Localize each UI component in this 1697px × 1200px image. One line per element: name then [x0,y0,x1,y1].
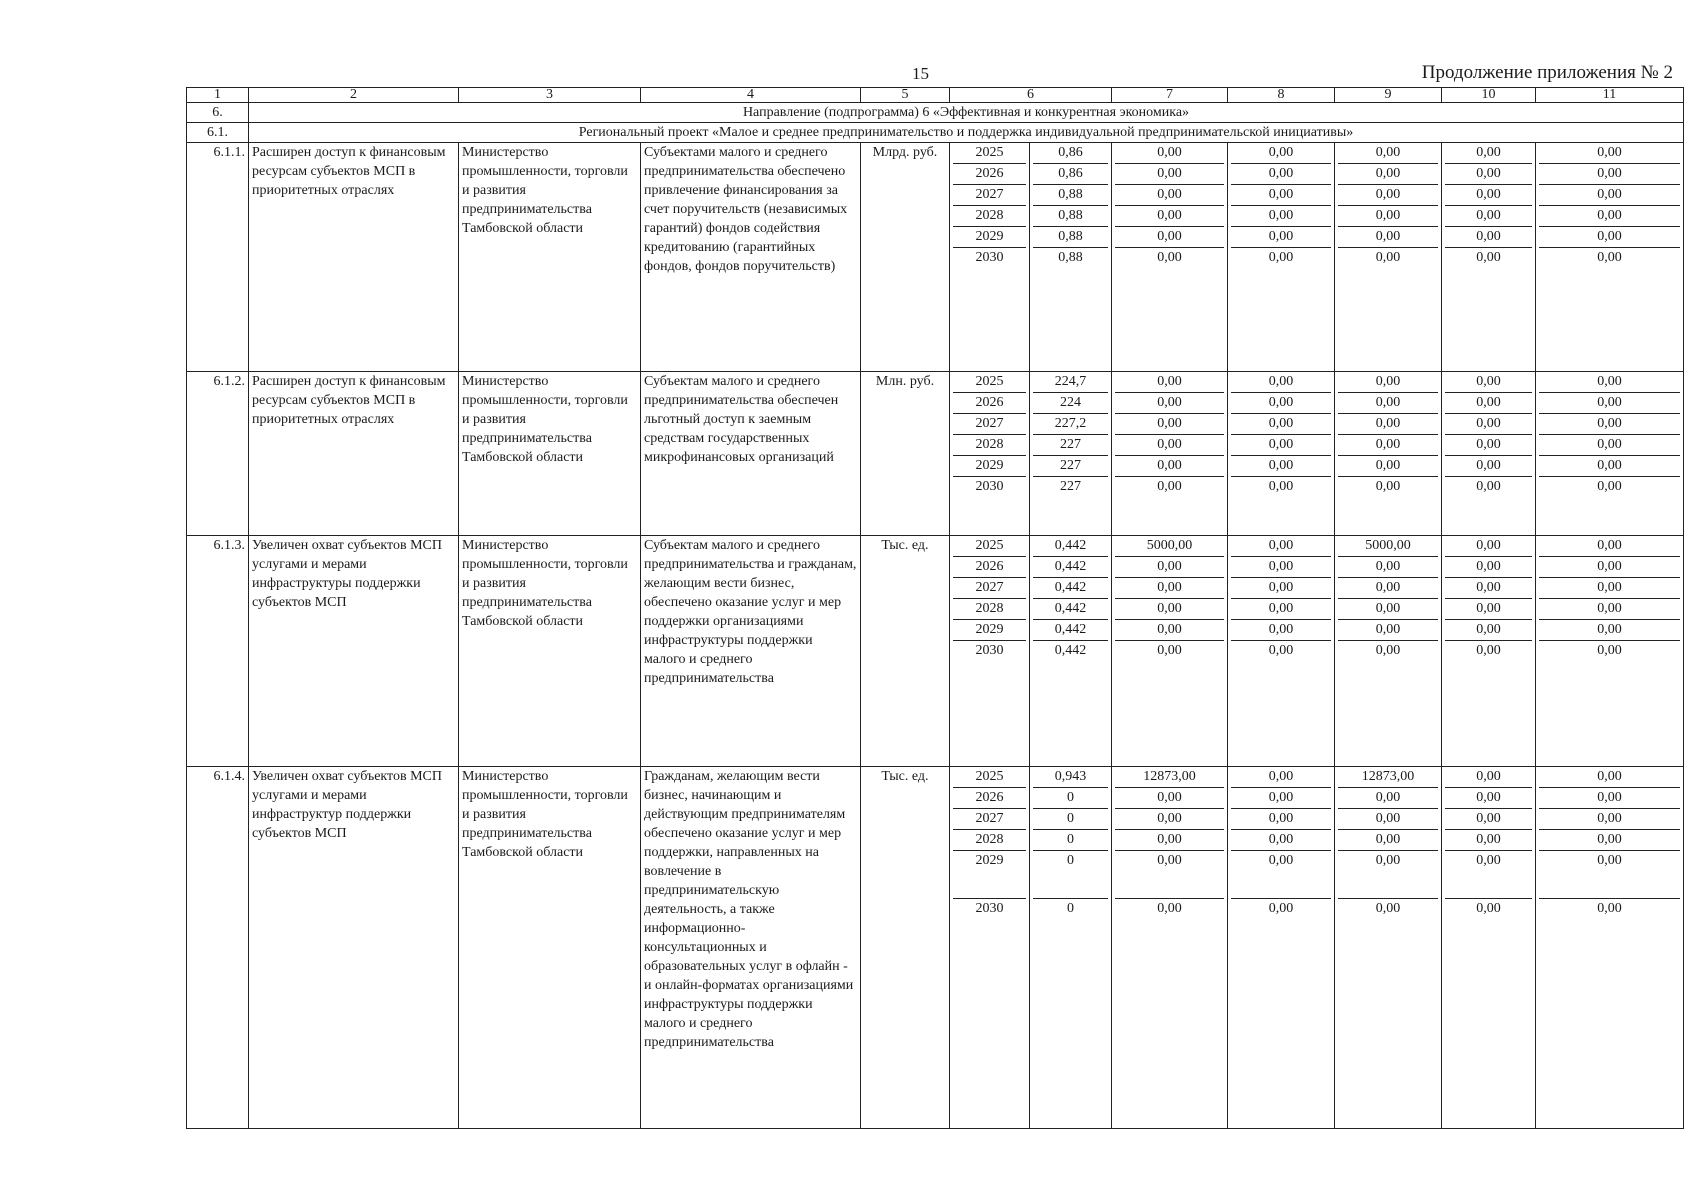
value-col7: 0,00 [1115,393,1224,414]
col-number: 3 [459,88,641,103]
value-col7: 0,00 [1115,809,1224,830]
values-c8 [1228,767,1335,1129]
col-number: 8 [1228,88,1335,103]
value-col8: 0,00 [1268,250,1294,265]
value-col9: 0,00 [1338,456,1438,477]
value-col11: 0,00 [1539,393,1680,414]
col-number: 4 [641,88,861,103]
value-col7: 0,00 [1115,599,1224,620]
col-number: 11 [1536,88,1684,103]
year-cell: 2028 [953,830,1026,851]
measure-result: Расширен доступ к финансовым ресурсам субъектов МСП в приоритетных отраслях [249,143,459,372]
values-c6 [1030,536,1112,767]
value-col7: 12873,00 [1115,767,1224,788]
value-col6: 0,442 [1033,620,1108,641]
value-col6: 0 [1033,809,1108,830]
value-col10: 0,00 [1445,164,1532,185]
value-col8: 0,00 [1231,536,1331,557]
value-col11: 0,00 [1539,185,1680,206]
measure-row [187,143,1684,372]
value-col7: 0,00 [1115,456,1224,477]
year-cell: 2029 [953,851,1026,899]
value-col6: 224 [1033,393,1108,414]
value-col10: 0,00 [1445,206,1532,227]
value-col8: 0,00 [1231,788,1331,809]
value-col9: 0,00 [1338,227,1438,248]
value-col8: 0,00 [1231,599,1331,620]
year-cell: 2030 [975,643,1004,658]
value-col6: 0,88 [1058,250,1083,265]
values-c6 [1030,372,1112,536]
value-col9: 0,00 [1375,643,1401,658]
value-col9: 0,00 [1338,164,1438,185]
measure-unit: Млн. руб. [861,372,950,536]
measure-executor: Министерство промышленности, торговли и развития предпринимательства Тамбовской области [459,767,641,1129]
values-c8 [1228,372,1335,536]
value-col7: 0,00 [1157,643,1182,658]
year-cell: 2029 [953,620,1026,641]
value-col9: 0,00 [1338,788,1438,809]
value-col6: 0,943 [1033,767,1108,788]
year-cell: 2029 [953,456,1026,477]
value-col9: 0,00 [1338,557,1438,578]
year-cell: 2030 [975,901,1004,916]
value-col8: 0,00 [1231,767,1331,788]
value-col6: 0,86 [1033,164,1108,185]
value-col6: 0 [1033,788,1108,809]
values-c11 [1536,372,1684,536]
value-col6: 0 [1033,830,1108,851]
values-years [950,143,1030,372]
measure-code: 6.1.2. [187,372,249,536]
value-col10: 0,00 [1445,435,1532,456]
value-col7: 0,00 [1115,435,1224,456]
values-c9 [1335,372,1442,536]
value-col6: 224,7 [1033,372,1108,393]
values-c6 [1030,143,1112,372]
value-col7: 0,00 [1157,479,1182,494]
measure-indicator: Субъектами малого и среднего предпринимательства обеспечено привлечение финансирования за счет поручительств (независимых гарантий) фондов содействия кредитованию (гарантийных фондов, фондов поручительств) [641,143,861,372]
value-col7: 0,00 [1115,788,1224,809]
value-col7: 0,00 [1157,901,1182,916]
value-col6: 227,2 [1033,414,1108,435]
page-number: 15 [912,64,929,83]
values-c6 [1030,767,1112,1129]
value-col11: 0,00 [1539,414,1680,435]
section-title: Направление (подпрограмма) 6 «Эффективная и конкурентная экономика» [249,103,1684,123]
value-col11: 0,00 [1597,901,1622,916]
value-col8: 0,00 [1231,809,1331,830]
value-col10: 0,00 [1445,393,1532,414]
value-col10: 0,00 [1476,479,1501,494]
value-col7: 0,00 [1115,851,1224,899]
value-col11: 0,00 [1539,206,1680,227]
value-col10: 0,00 [1445,578,1532,599]
value-col10: 0,00 [1445,851,1532,899]
value-col9: 0,00 [1338,414,1438,435]
value-col11: 0,00 [1539,456,1680,477]
values-c9 [1335,767,1442,1129]
value-col11: 0,00 [1539,767,1680,788]
measure-executor: Министерство промышленности, торговли и развития предпринимательства Тамбовской области [459,536,641,767]
year-cell: 2026 [953,557,1026,578]
values-c7 [1112,536,1228,767]
values-c11 [1536,767,1684,1129]
values-c10 [1442,143,1536,372]
measure-result: Расширен доступ к финансовым ресурсам субъектов МСП в приоритетных отраслях [249,372,459,536]
year-cell: 2027 [953,185,1026,206]
values-c7 [1112,143,1228,372]
year-cell: 2025 [953,372,1026,393]
value-col6: 0,88 [1033,227,1108,248]
value-col11: 0,00 [1539,372,1680,393]
measure-result: Увеличен охват субъектов МСП услугами и мерами инфраструктур поддержки субъектов МСП [249,767,459,1129]
value-col10: 0,00 [1445,830,1532,851]
value-col8: 0,00 [1231,830,1331,851]
year-cell: 2027 [953,809,1026,830]
year-cell: 2030 [975,250,1004,265]
values-c10 [1442,372,1536,536]
value-col9: 0,00 [1338,620,1438,641]
value-col11: 0,00 [1539,557,1680,578]
value-col9: 5000,00 [1338,536,1438,557]
year-cell: 2030 [975,479,1004,494]
measure-indicator: Субъектам малого и среднего предпринимательства обеспечен льготный доступ к заемным средствам государственных микрофинансовых организаций [641,372,861,536]
value-col11: 0,00 [1539,788,1680,809]
values-c8 [1228,536,1335,767]
year-cell: 2026 [953,393,1026,414]
value-col9: 12873,00 [1338,767,1438,788]
value-col9: 0,00 [1375,479,1401,494]
value-col11: 0,00 [1539,830,1680,851]
value-col11: 0,00 [1597,643,1622,658]
measure-unit: Тыс. ед. [861,536,950,767]
value-col9: 0,00 [1338,206,1438,227]
year-cell: 2028 [953,599,1026,620]
value-col10: 0,00 [1445,557,1532,578]
value-col10: 0,00 [1445,788,1532,809]
column-number-row [187,88,1684,103]
col-number: 10 [1442,88,1536,103]
value-col9: 0,00 [1338,830,1438,851]
year-cell: 2025 [953,536,1026,557]
value-col7: 0,00 [1115,414,1224,435]
measure-indicator: Субъектам малого и среднего предпринимательства и гражданам, желающим вести бизнес, обеспечено оказание услуг и мер поддержки организациями инфраструктуры поддержки малого и среднего предпринимательства [641,536,861,767]
value-col6: 227 [1060,479,1081,494]
measure-executor: Министерство промышленности, торговли и развития предпринимательства Тамбовской области [459,143,641,372]
project-row [187,123,1684,143]
value-col6: 0,88 [1033,206,1108,227]
project-title: Региональный проект «Малое и среднее предпринимательство и поддержка индивидуальной предпринимательской инициативы» [249,123,1684,143]
value-col11: 0,00 [1597,479,1622,494]
section-row [187,103,1684,123]
value-col10: 0,00 [1445,809,1532,830]
values-c11 [1536,536,1684,767]
value-col10: 0,00 [1445,599,1532,620]
value-col11: 0,00 [1539,536,1680,557]
value-col8: 0,00 [1231,456,1331,477]
value-col10: 0,00 [1445,767,1532,788]
value-col10: 0,00 [1445,185,1532,206]
values-c10 [1442,536,1536,767]
value-col6: 0,442 [1033,599,1108,620]
year-cell: 2025 [953,143,1026,164]
value-col6: 0,88 [1033,185,1108,206]
value-col9: 0,00 [1338,578,1438,599]
measure-unit: Тыс. ед. [861,767,950,1129]
value-col9: 0,00 [1338,435,1438,456]
value-col10: 0,00 [1445,456,1532,477]
col-number: 7 [1112,88,1228,103]
year-cell: 2028 [953,206,1026,227]
values-c11 [1536,143,1684,372]
value-col7: 0,00 [1157,250,1182,265]
value-col11: 0,00 [1539,227,1680,248]
value-col7: 0,00 [1115,206,1224,227]
values-years [950,767,1030,1129]
values-years [950,536,1030,767]
measure-executor: Министерство промышленности, торговли и развития предпринимательства Тамбовской области [459,372,641,536]
value-col11: 0,00 [1539,143,1680,164]
value-col7: 0,00 [1115,143,1224,164]
value-col8: 0,00 [1231,185,1331,206]
value-col8: 0,00 [1268,643,1294,658]
project-code: 6.1. [187,123,249,143]
value-col11: 0,00 [1539,164,1680,185]
value-col10: 0,00 [1445,227,1532,248]
value-col9: 0,00 [1375,901,1401,916]
section-code: 6. [187,103,249,123]
measure-code: 6.1.4. [187,767,249,1129]
value-col6: 0,442 [1054,643,1087,658]
value-col11: 0,00 [1597,250,1622,265]
value-col10: 0,00 [1445,414,1532,435]
col-number: 9 [1335,88,1442,103]
measure-code: 6.1.3. [187,536,249,767]
value-col8: 0,00 [1231,393,1331,414]
value-col8: 0,00 [1231,206,1331,227]
value-col9: 0,00 [1338,809,1438,830]
value-col8: 0,00 [1231,227,1331,248]
value-col6: 0 [1033,851,1108,899]
value-col11: 0,00 [1539,851,1680,899]
value-col7: 5000,00 [1115,536,1224,557]
col-number: 1 [187,88,249,103]
year-cell: 2027 [953,414,1026,435]
value-col9: 0,00 [1338,599,1438,620]
year-cell: 2028 [953,435,1026,456]
value-col6: 0,442 [1033,578,1108,599]
values-c10 [1442,767,1536,1129]
value-col10: 0,00 [1476,901,1501,916]
value-col8: 0,00 [1268,479,1294,494]
value-col9: 0,00 [1338,851,1438,899]
value-col9: 0,00 [1338,143,1438,164]
year-cell: 2026 [953,164,1026,185]
value-col9: 0,00 [1375,250,1401,265]
value-col9: 0,00 [1338,185,1438,206]
value-col11: 0,00 [1539,435,1680,456]
program-table [186,87,1684,1129]
value-col10: 0,00 [1476,250,1501,265]
col-number: 2 [249,88,459,103]
values-c7 [1112,767,1228,1129]
value-col8: 0,00 [1231,143,1331,164]
value-col9: 0,00 [1338,372,1438,393]
measure-indicator: Гражданам, желающим вести бизнес, начинающим и действующим предпринимателям обеспечено оказание услуг и мер поддержки, направленных на вовлечение в предпринимательскую деятельность, а также информационно-консультационных и образовательных услуг в офлайн - и онлайн-форматах организациями инфраструктуры поддержки малого и среднего предпринимательства [641,767,861,1129]
value-col10: 0,00 [1445,143,1532,164]
value-col6: 227 [1033,456,1108,477]
year-cell: 2027 [953,578,1026,599]
value-col7: 0,00 [1115,557,1224,578]
values-years [950,372,1030,536]
year-cell: 2026 [953,788,1026,809]
value-col7: 0,00 [1115,164,1224,185]
value-col8: 0,00 [1231,414,1331,435]
value-col6: 0,442 [1033,536,1108,557]
value-col7: 0,00 [1115,227,1224,248]
value-col8: 0,00 [1231,557,1331,578]
value-col8: 0,00 [1231,435,1331,456]
value-col10: 0,00 [1445,536,1532,557]
year-cell: 2025 [953,767,1026,788]
value-col8: 0,00 [1231,620,1331,641]
value-col6: 0,442 [1033,557,1108,578]
value-col7: 0,00 [1115,372,1224,393]
measure-unit: Млрд. руб. [861,143,950,372]
measure-result: Увеличен охват субъектов МСП услугами и мерами инфраструктуры поддержки субъектов МСП [249,536,459,767]
value-col8: 0,00 [1231,578,1331,599]
measure-code: 6.1.1. [187,143,249,372]
value-col8: 0,00 [1231,851,1331,899]
value-col10: 0,00 [1476,643,1501,658]
value-col9: 0,00 [1338,393,1438,414]
value-col10: 0,00 [1445,372,1532,393]
value-col8: 0,00 [1268,901,1294,916]
col-number: 5 [861,88,950,103]
value-col7: 0,00 [1115,185,1224,206]
value-col11: 0,00 [1539,578,1680,599]
year-cell: 2029 [953,227,1026,248]
values-c9 [1335,143,1442,372]
value-col6: 0,86 [1033,143,1108,164]
measure-row [187,767,1684,1129]
measure-row [187,372,1684,536]
value-col6: 0 [1067,901,1074,916]
value-col7: 0,00 [1115,830,1224,851]
col-number: 6 [950,88,1112,103]
value-col7: 0,00 [1115,578,1224,599]
value-col7: 0,00 [1115,620,1224,641]
value-col11: 0,00 [1539,599,1680,620]
value-col8: 0,00 [1231,164,1331,185]
value-col11: 0,00 [1539,620,1680,641]
values-c8 [1228,143,1335,372]
continuation-caption: Продолжение приложения № 2 [1421,62,1673,83]
value-col11: 0,00 [1539,809,1680,830]
value-col6: 227 [1033,435,1108,456]
values-c7 [1112,372,1228,536]
measure-row [187,536,1684,767]
values-c9 [1335,536,1442,767]
value-col8: 0,00 [1231,372,1331,393]
value-col10: 0,00 [1445,620,1532,641]
